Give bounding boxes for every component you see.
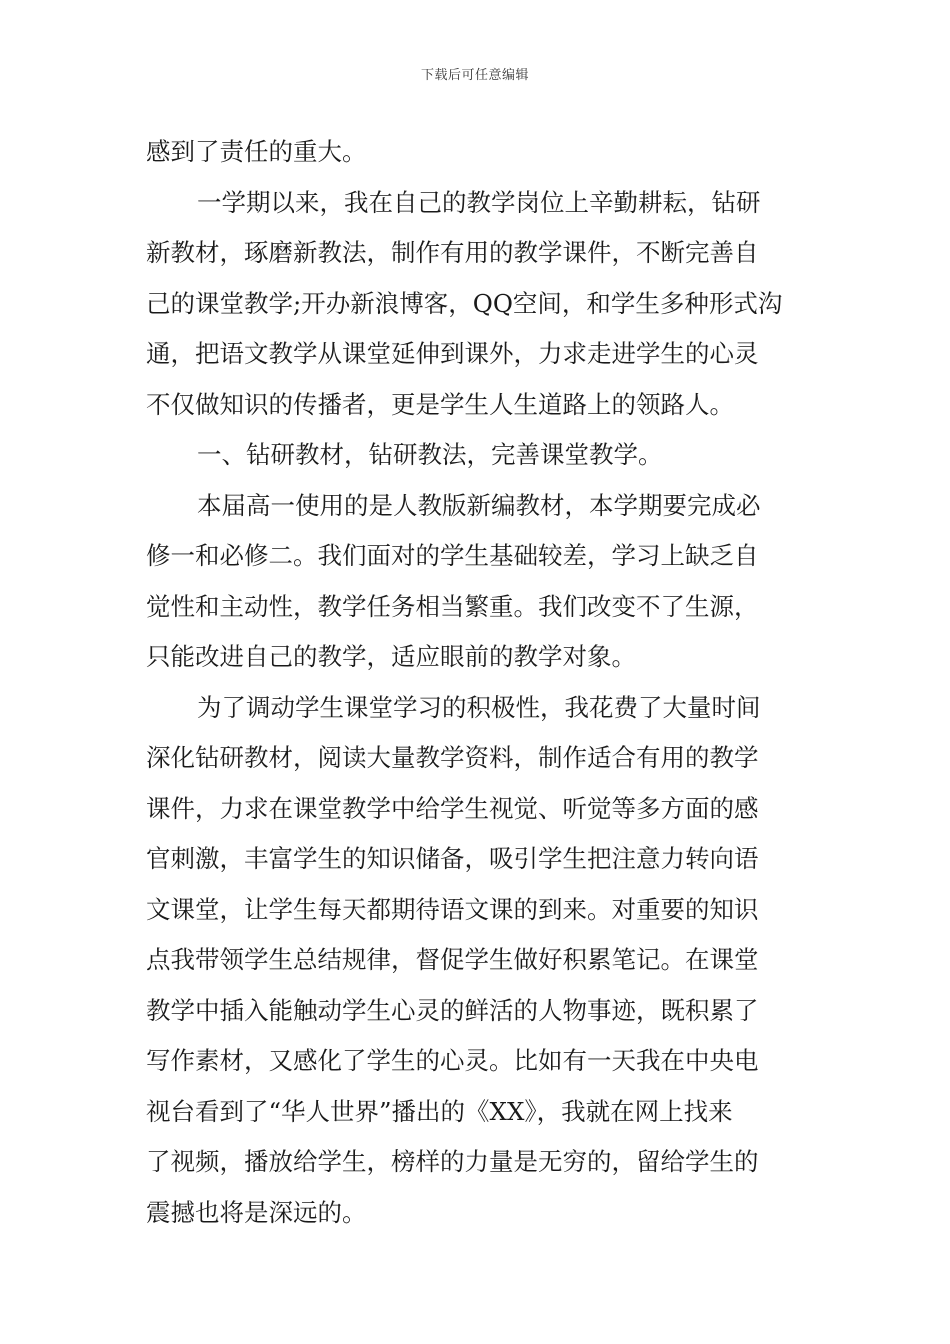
text-line: 感到了责任的重大。 (146, 137, 367, 166)
text-line: 不仅做知识的传播者，更是学生人生道路上的领路人。 (146, 389, 734, 419)
text-line: 己的课堂教学;开办新浪博客，QQ空间，和学生多种形式沟 (146, 288, 783, 318)
text-line: 觉性和主动性，教学任务相当繁重。我们改变不了生源， (146, 591, 759, 621)
text-line: 课件，力求在课堂教学中给学生视觉、听觉等多方面的感 (146, 793, 759, 823)
text-line: 通，把语文教学从课堂延伸到课外，力求走进学生的心灵 (146, 339, 759, 368)
text-line: 修一和必修二。我们面对的学生基础较差，学习上缺乏自 (146, 541, 759, 570)
text-line: 写作素材，又感化了学生的心灵。比如有一天我在中央电 (146, 1046, 759, 1075)
text-line: 点我带领学生总结规律，督促学生做好积累笔记。在课堂 (146, 945, 759, 974)
text-line: 教学中插入能触动学生心灵的鲜活的人物事迹，既积累了 (146, 995, 759, 1025)
text-line: 震撼也将是深远的。 (146, 1197, 367, 1227)
text-line: 官刺激，丰富学生的知识储备，吸引学生把注意力转向语 (146, 844, 759, 873)
text-line: 为了调动学生课堂学习的积极性，我花费了大量时间 (197, 692, 761, 722)
text-line: 本届高一使用的是人教版新编教材，本学期要完成必 (197, 490, 761, 520)
section-heading: 一、钻研教材，钻研教法，完善课堂教学。 (197, 440, 663, 469)
text-line: 视台看到了“华人世界”播出的《XX》，我就在网上找来 (146, 1096, 733, 1126)
page-header: 下载后可任意编辑 (420, 68, 529, 83)
text-line: 一学期以来，我在自己的教学岗位上辛勤耕耘，钻研 (197, 187, 761, 217)
document-body (146, 127, 806, 1238)
text-line: 文课堂，让学生每天都期待语文课的到来。对重要的知识 (146, 894, 759, 924)
text-line: 新教材，琢磨新教法，制作有用的教学课件，不断完善自 (146, 238, 759, 267)
text-line: 深化钻研教材，阅读大量教学资料，制作适合有用的教学 (146, 743, 759, 772)
text-line: 只能改进自己的教学，适应眼前的教学对象。 (146, 642, 636, 671)
text-line: 了视频，播放给学生，榜样的力量是无穷的，留给学生的 (146, 1147, 759, 1176)
